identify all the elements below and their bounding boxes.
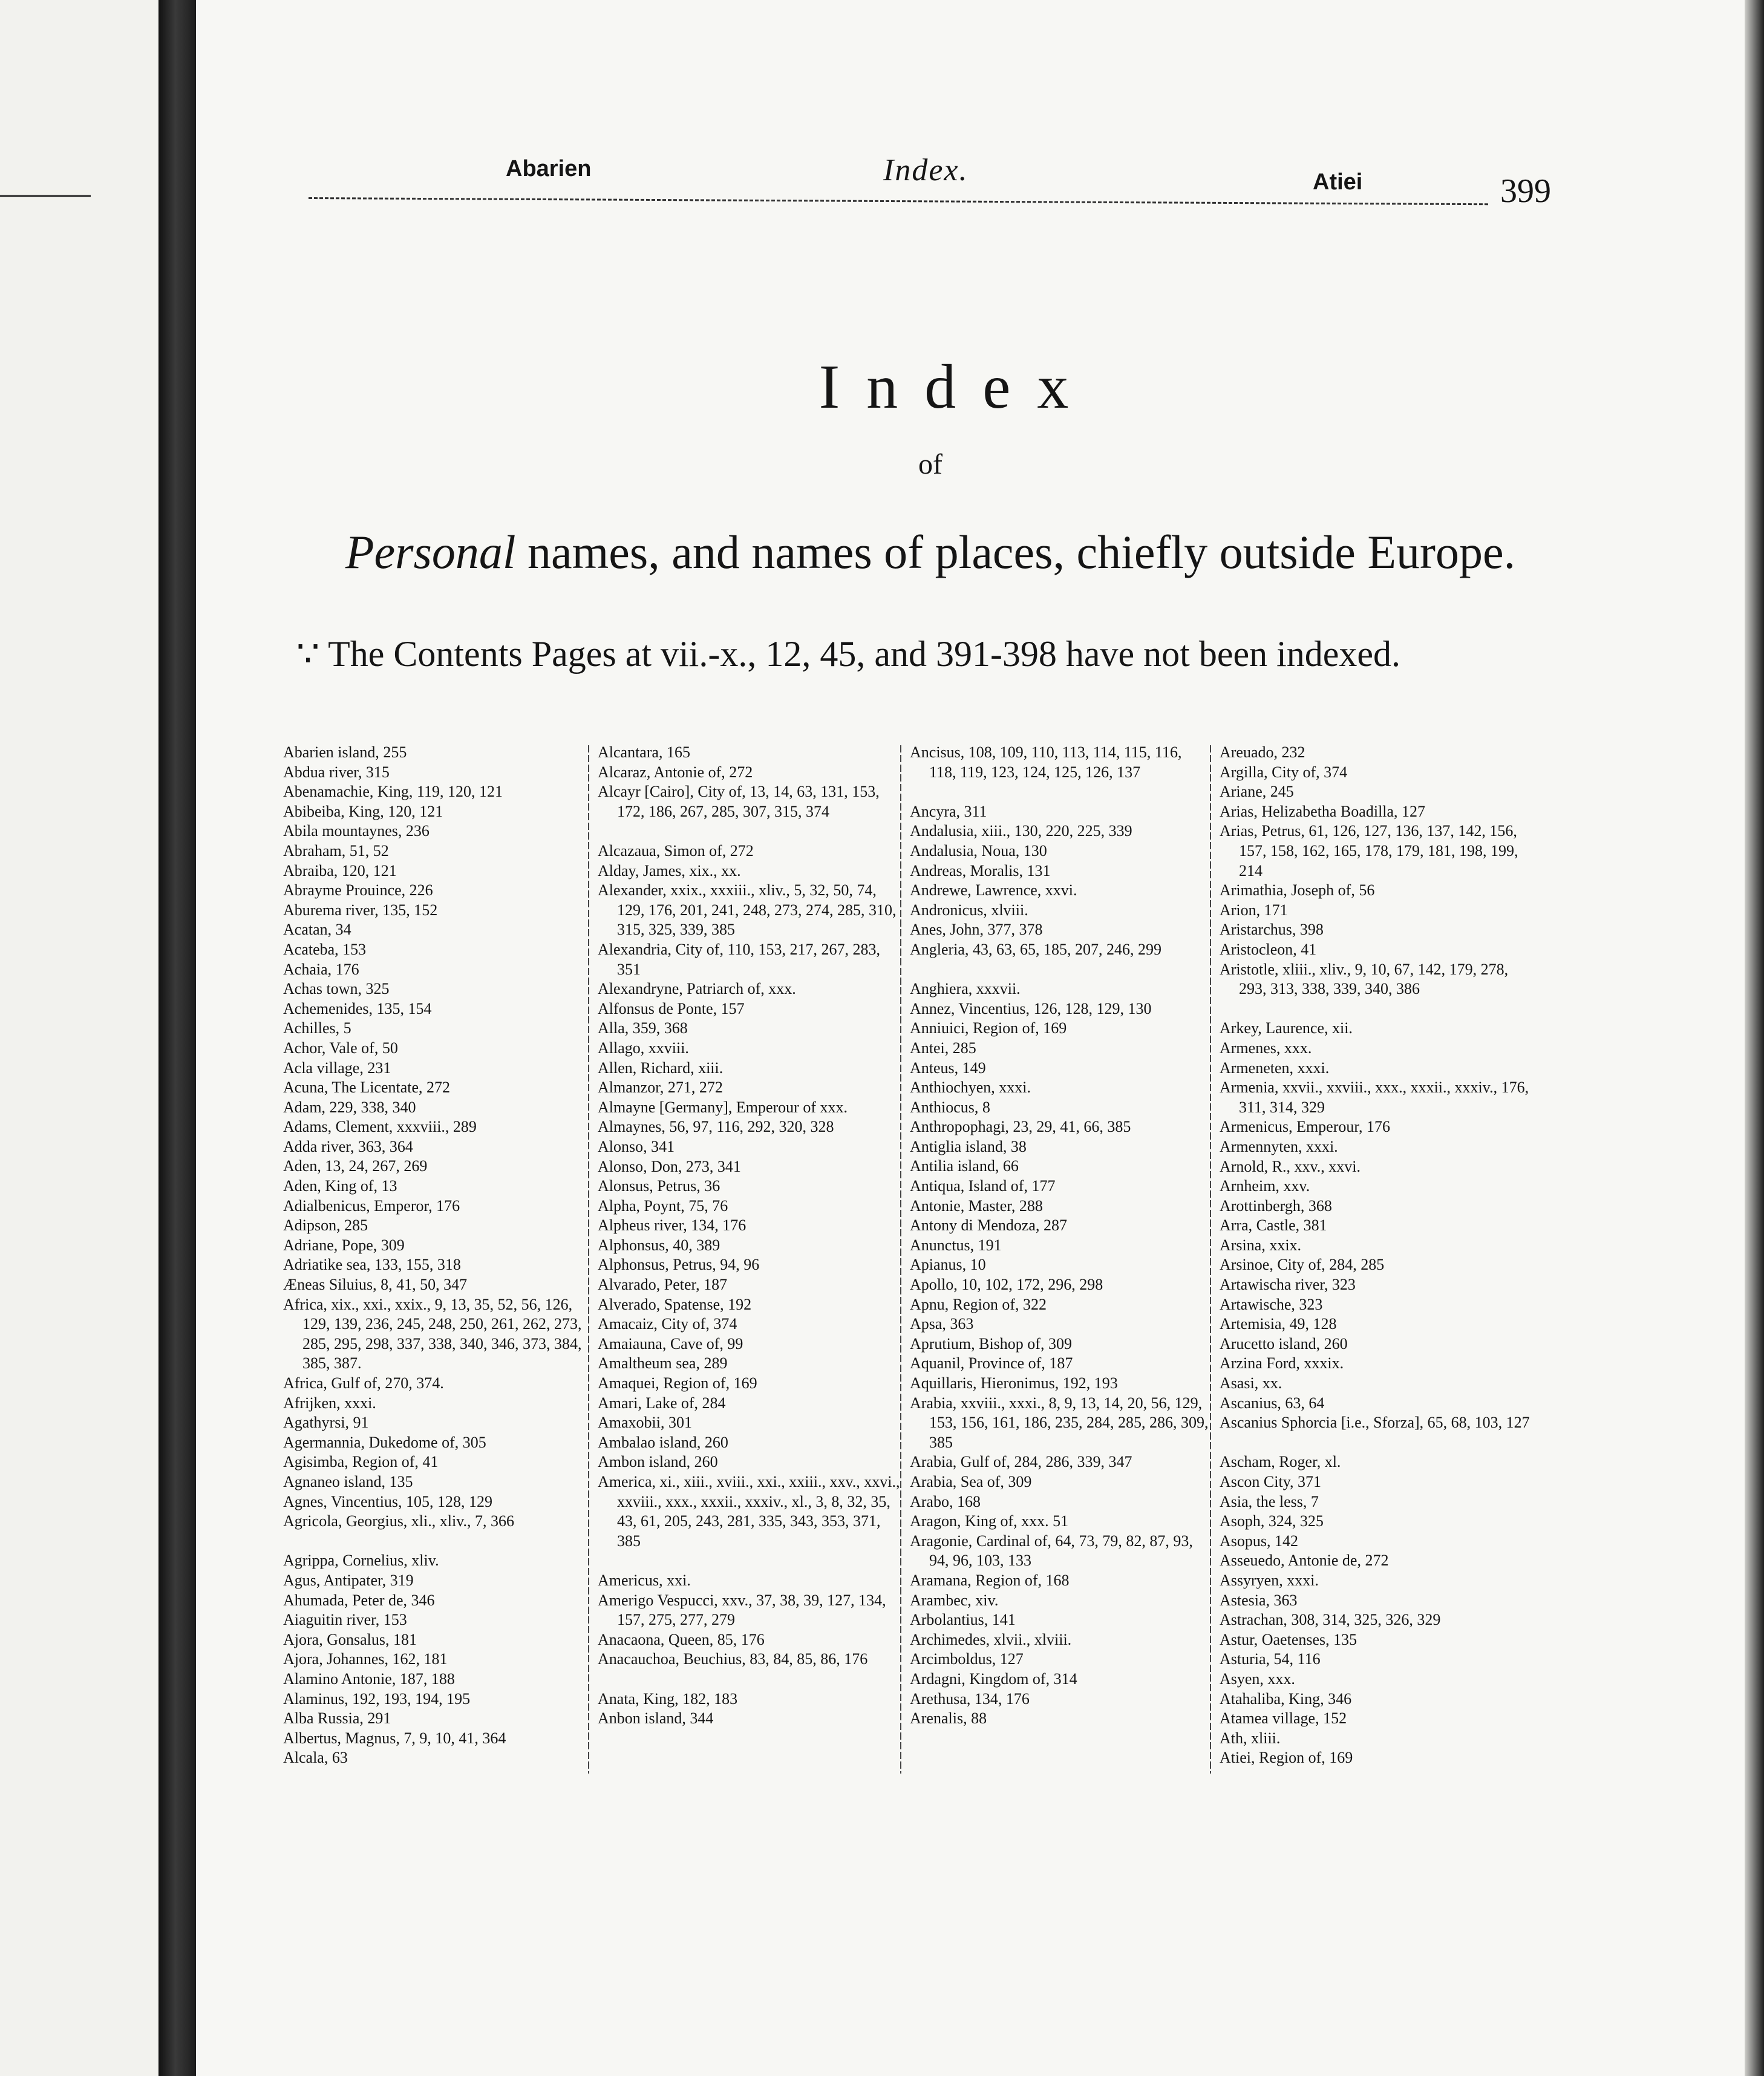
index-entry: Amerigo Vespucci, xxv., 37, 38, 39, 127, 134, 157, 275, 277, 279	[598, 1591, 886, 1629]
index-entry: Acatan, 34	[283, 921, 351, 939]
index-entry: Antiqua, Island of, 177	[910, 1177, 1056, 1195]
index-column-3	[910, 743, 1212, 1729]
index-entry: Andrewe, Lawrence, xxvi.	[910, 881, 1077, 899]
index-entry: Arias, Helizabetha Boadilla, 127	[1220, 802, 1426, 820]
index-entry: Agisimba, Region of, 41	[283, 1453, 439, 1471]
index-entry: Ancisus, 108, 109, 110, 113, 114, 115, 116, 118, 119, 123, 124, 125, 126, 137	[910, 743, 1182, 781]
index-entry: Abrayme Prouince, 226	[283, 881, 433, 899]
index-entry: Abibeiba, King, 120, 121	[283, 802, 443, 820]
index-entry: Anunctus, 191	[910, 1236, 1002, 1254]
index-entry: Alonso, Don, 273, 341	[598, 1157, 741, 1175]
index-entry: Armenicus, Emperour, 176	[1220, 1118, 1391, 1136]
index-entry: Andalusia, Noua, 130	[910, 841, 1047, 860]
index-entry: Ajora, Gonsalus, 181	[283, 1630, 417, 1648]
index-entry: Anniuici, Region of, 169	[910, 1019, 1067, 1037]
index-entry: Anthiocus, 8	[910, 1098, 990, 1116]
index-entry: Achemenides, 135, 154	[283, 999, 432, 1017]
index-entry: Achilles, 5	[283, 1019, 351, 1037]
index-entry: Amaquei, Region of, 169	[598, 1374, 757, 1392]
index-entry: Anacauchoa, Beuchius, 83, 84, 85, 86, 176	[598, 1650, 868, 1668]
index-entry: Anghiera, xxxvii.	[910, 980, 1021, 998]
index-entry: Alla, 359, 368	[598, 1019, 688, 1037]
index-entry: Artawischa river, 323	[1220, 1276, 1356, 1294]
index-entry: Almanzor, 271, 272	[598, 1079, 723, 1097]
index-entry: Apollo, 10, 102, 172, 296, 298	[910, 1276, 1103, 1294]
index-entry: Agus, Antipater, 319	[283, 1571, 414, 1589]
index-entry: Alexandria, City of, 110, 153, 217, 267, 283, 351	[598, 940, 880, 978]
index-entry: Aburema river, 135, 152	[283, 901, 438, 919]
index-entry: Alphonsus, 40, 389	[598, 1236, 720, 1254]
index-entry: Agnaneo island, 135	[283, 1472, 413, 1490]
page-title: Index	[818, 352, 1096, 422]
index-entry: Agnes, Vincentius, 105, 128, 129	[283, 1492, 493, 1510]
index-entry: Arucetto island, 260	[1220, 1334, 1348, 1353]
index-entry: Aristotle, xliii., xliv., 9, 10, 67, 142, 179, 278, 293, 313, 338, 339, 340, 386	[1220, 960, 1509, 998]
column-rule	[900, 745, 901, 1774]
index-entry: Alexander, xxix., xxxiii., xliv., 5, 32, 50, 74, 129, 176, 201, 241, 248, 273, 274, 285, 310, 315, 325, 339, 385	[598, 881, 897, 939]
index-entry: Atamea village, 152	[1220, 1709, 1347, 1728]
index-entry: Adam, 229, 338, 340	[283, 1098, 416, 1116]
title-of: of	[918, 448, 942, 480]
running-head	[309, 145, 1552, 230]
index-entry: Alpheus river, 134, 176	[598, 1216, 746, 1235]
index-entry: Arsina, xxix.	[1220, 1236, 1302, 1254]
column-rule	[588, 745, 589, 1774]
index-entry: Abraiba, 120, 121	[283, 861, 397, 880]
index-entry: Arenalis, 88	[910, 1709, 987, 1728]
index-entry: Angleria, 43, 63, 65, 185, 207, 246, 299	[910, 940, 1161, 958]
indexing-note: ∵ The Contents Pages at vii.-x., 12, 45, and 391-398 have not been indexed.	[296, 634, 1401, 674]
index-entry: Andronicus, xlviii.	[910, 901, 1028, 919]
index-entry: America, xi., xiii., xviii., xxi., xxiii., xxv., xxvi., xxviii., xxx., xxxii., xxxiv., xl., 3, 8, 32, 35, 43, 61, 205, 243, 281, 335, 343, 353, 371, 385	[598, 1473, 900, 1550]
index-entry: Antilia island, 66	[910, 1157, 1019, 1175]
index-entry: Alverado, Spatense, 192	[598, 1295, 752, 1313]
index-entry: Aquanil, Province of, 187	[910, 1354, 1073, 1373]
page-number: 399	[1500, 172, 1551, 210]
index-entry: Abarien island, 255	[283, 743, 407, 761]
subtitle-italic: Personal	[345, 526, 516, 578]
index-entry: Atiei, Region of, 169	[1220, 1749, 1353, 1767]
index-entry: Arcimboldus, 127	[910, 1650, 1024, 1668]
index-entry: Alaminus, 192, 193, 194, 195	[283, 1689, 471, 1708]
index-entry: Ariane, 245	[1220, 783, 1294, 801]
index-entry: Agricola, Georgius, xli., xliv., 7, 366	[283, 1512, 515, 1530]
index-entry: Alfonsus de Ponte, 157	[598, 999, 745, 1017]
index-entry: Alphonsus, Petrus, 94, 96	[598, 1256, 760, 1274]
index-entry: Annez, Vincentius, 126, 128, 129, 130	[910, 999, 1152, 1017]
index-entry: Arabia, Sea of, 309	[910, 1473, 1032, 1490]
index-entry: Astrachan, 308, 314, 325, 326, 329	[1220, 1611, 1441, 1629]
index-entry: Amaxobii, 301	[598, 1414, 692, 1432]
index-entry: Apianus, 10	[910, 1256, 986, 1274]
index-entry: Anthropophagi, 23, 29, 41, 66, 385	[910, 1118, 1131, 1136]
index-column-1	[283, 743, 584, 1768]
index-entry: Ardagni, Kingdom of, 314	[910, 1670, 1077, 1688]
index-entry: Arzina Ford, xxxix.	[1220, 1354, 1344, 1373]
index-entry: Armeneten, xxxi.	[1220, 1059, 1330, 1077]
index-entry: Aprutium, Bishop of, 309	[910, 1334, 1072, 1353]
index-entry: Arottinbergh, 368	[1220, 1196, 1332, 1215]
index-entry: Amaiauna, Cave of, 99	[598, 1334, 743, 1353]
index-entry: Africa, Gulf of, 270, 374.	[283, 1374, 444, 1392]
index-entry: Assyryen, xxxi.	[1220, 1571, 1319, 1589]
index-entry: Atahaliba, King, 346	[1220, 1689, 1352, 1708]
index-entry: Abdua river, 315	[283, 763, 390, 781]
index-entry: Asopus, 142	[1220, 1532, 1299, 1550]
index-entry: Aden, 13, 24, 267, 269	[283, 1157, 428, 1175]
index-entry: Andreas, Moralis, 131	[910, 861, 1051, 880]
index-entry: Allago, xxviii.	[598, 1039, 689, 1057]
index-entry: Apsa, 363	[910, 1315, 974, 1333]
index-entry: Arion, 171	[1220, 901, 1288, 919]
index-entry: Alba Russia, 291	[283, 1709, 391, 1728]
index-entry: Aiaguitin river, 153	[283, 1611, 407, 1629]
index-entry: Anes, John, 377, 378	[910, 921, 1043, 939]
index-entry: Arnheim, xxv.	[1220, 1177, 1310, 1195]
index-entry: Astur, Oaetenses, 135	[1220, 1630, 1357, 1648]
index-entry: Armenia, xxvii., xxviii., xxx., xxxii., xxxiv., 176, 311, 314, 329	[1220, 1079, 1529, 1116]
page-right-edge	[1745, 0, 1764, 2076]
index-column-2	[598, 743, 900, 1729]
index-entry: Alvarado, Peter, 187	[598, 1276, 728, 1294]
index-entry: Argilla, City of, 374	[1220, 763, 1348, 781]
index-entry: Asoph, 324, 325	[1220, 1512, 1324, 1530]
index-entry: Arsinoe, City of, 284, 285	[1220, 1256, 1385, 1274]
index-entry: Alonso, 341	[598, 1137, 675, 1155]
index-entry: Æneas Siluius, 8, 41, 50, 347	[283, 1276, 468, 1294]
index-entry: Amari, Lake of, 284	[598, 1394, 726, 1412]
index-entry: Asseuedo, Antonie de, 272	[1220, 1552, 1389, 1570]
index-entry: Asyen, xxx.	[1220, 1670, 1295, 1688]
index-entry: Alonsus, Petrus, 36	[598, 1177, 720, 1195]
subtitle-rest: names, and names of places, chiefly outside Europe.	[515, 526, 1516, 578]
index-entry: Alcazaua, Simon of, 272	[598, 841, 754, 860]
index-entry: Ascanius, 63, 64	[1220, 1394, 1325, 1412]
index-entry: Acla village, 231	[283, 1059, 391, 1077]
index-entry: Ascon City, 371	[1220, 1473, 1322, 1490]
facing-page-rule	[0, 195, 91, 197]
index-entry: Albertus, Magnus, 7, 9, 10, 41, 364	[283, 1729, 506, 1747]
index-entry: Areuado, 232	[1220, 743, 1305, 761]
index-entry: Achor, Vale of, 50	[283, 1039, 398, 1057]
index-entry: Alcantara, 165	[598, 743, 691, 761]
index-entry: Abila mountaynes, 236	[283, 822, 430, 840]
index-entry: Agrippa, Cornelius, xliv.	[283, 1552, 439, 1570]
index-entry: Aquillaris, Hieronimus, 192, 193	[910, 1374, 1118, 1392]
index-entry: Almaynes, 56, 97, 116, 292, 320, 328	[598, 1118, 834, 1136]
index-entry: Arethusa, 134, 176	[910, 1689, 1030, 1708]
index-entry: Agathyrsi, 91	[283, 1414, 369, 1432]
index-column-4	[1220, 743, 1534, 1768]
index-entry: Adipson, 285	[283, 1216, 368, 1235]
index-entry: Adriatike sea, 133, 155, 318	[283, 1256, 461, 1274]
index-entry: Antei, 285	[910, 1039, 976, 1057]
running-head-title: Index.	[883, 153, 969, 188]
index-entry: Alday, James, xix., xx.	[598, 861, 741, 880]
index-entry: Antonie, Master, 288	[910, 1196, 1043, 1215]
index-entry: Armennyten, xxxi.	[1220, 1137, 1338, 1155]
index-entry: Alcala, 63	[283, 1749, 348, 1767]
index-entry: Alcayr [Cairo], City of, 13, 14, 63, 131, 153, 172, 186, 267, 285, 307, 315, 374	[598, 783, 880, 820]
index-entry: Acuna, The Licentate, 272	[283, 1079, 451, 1097]
index-entry: Anbon island, 344	[598, 1709, 714, 1728]
index-entry: Amacaiz, City of, 374	[598, 1315, 737, 1333]
index-entry: Arbolantius, 141	[910, 1611, 1016, 1629]
index-entry: Arnold, R., xxv., xxvi.	[1220, 1157, 1361, 1175]
index-entry: Arambec, xiv.	[910, 1591, 999, 1609]
index-entry: Aramana, Region of, 168	[910, 1571, 1070, 1589]
facing-page-edge	[0, 0, 158, 2076]
index-entry: Aristocleon, 41	[1220, 940, 1317, 958]
index-entry: Adams, Clement, xxxviii., 289	[283, 1118, 477, 1136]
index-entry: Alpha, Poynt, 75, 76	[598, 1196, 728, 1215]
index-entry: Antony di Mendoza, 287	[910, 1216, 1067, 1235]
index-entry: Andalusia, xiii., 130, 220, 225, 339	[910, 822, 1132, 840]
running-head-first-entry: Abarien	[506, 156, 592, 181]
index-entry: Ambon island, 260	[598, 1453, 718, 1471]
index-entry: Anata, King, 182, 183	[598, 1689, 738, 1708]
index-entry: Ancyra, 311	[910, 802, 987, 820]
index-entry: Astesia, 363	[1220, 1591, 1298, 1609]
index-entry: Ambalao island, 260	[598, 1433, 728, 1451]
index-entry: Ascanius Sphorcia [i.e., Sforza], 65, 68, 103, 127	[1220, 1414, 1530, 1432]
index-entry: Aragonie, Cardinal of, 64, 73, 79, 82, 87, 93, 94, 96, 103, 133	[910, 1532, 1193, 1570]
index-entry: Americus, xxi.	[598, 1572, 691, 1589]
index-entry: Africa, xix., xxi., xxix., 9, 13, 35, 52, 56, 126, 129, 139, 236, 245, 248, 250, 261, 262, 273, 285, 295, 298, 337, 338, 340, 346, 373, 384, 385, 387.	[283, 1295, 582, 1373]
page-subtitle	[309, 525, 1552, 579]
index-entry: Artemisia, 49, 128	[1220, 1315, 1337, 1333]
index-entry: Achaia, 176	[283, 960, 359, 978]
index-entry: Arra, Castle, 381	[1220, 1216, 1327, 1235]
index-entry: Acateba, 153	[283, 940, 367, 958]
index-entry: Adda river, 363, 364	[283, 1137, 413, 1155]
index-entry: Arabia, xxviii., xxxi., 8, 9, 13, 14, 20, 56, 129, 153, 156, 161, 186, 235, 284, 285, 286, 309, 385	[910, 1394, 1209, 1451]
index-entry: Aristarchus, 398	[1220, 921, 1324, 939]
index-entry: Ahumada, Peter de, 346	[283, 1591, 435, 1609]
index-entry: Apnu, Region of, 322	[910, 1295, 1047, 1313]
index-entry: Armenes, xxx.	[1220, 1039, 1312, 1057]
column-rule	[1210, 745, 1211, 1774]
index-entry: Agermannia, Dukedome of, 305	[283, 1433, 486, 1451]
index-entry: Alexandryne, Patriarch of, xxx.	[598, 980, 796, 998]
index-entry: Adriane, Pope, 309	[283, 1236, 405, 1254]
running-head-rule	[309, 197, 1488, 205]
index-entry: Adialbenicus, Emperor, 176	[283, 1196, 460, 1215]
book-gutter	[158, 0, 196, 2076]
index-entry: Arabia, Gulf of, 284, 286, 339, 347	[910, 1453, 1132, 1471]
index-entry: Amaltheum sea, 289	[598, 1354, 728, 1373]
index-entry: Arimathia, Joseph of, 56	[1220, 881, 1375, 899]
index-entry: Antiglia island, 38	[910, 1137, 1027, 1155]
index-entry: Arkey, Laurence, xii.	[1220, 1019, 1353, 1037]
running-head-last-entry: Atiei	[1313, 169, 1363, 195]
index-entry: Asia, the less, 7	[1220, 1492, 1319, 1510]
index-entry: Aden, King of, 13	[283, 1177, 397, 1195]
index-entry: Ascham, Roger, xl.	[1220, 1453, 1341, 1471]
index-entry: Anthiochyen, xxxi.	[910, 1079, 1031, 1097]
index-entry: Asasi, xx.	[1220, 1374, 1282, 1392]
index-entry: Arabo, 168	[910, 1492, 981, 1510]
index-entry: Almayne [Germany], Emperour of xxx.	[598, 1098, 848, 1116]
index-entry: Arias, Petrus, 61, 126, 127, 136, 137, 142, 156, 157, 158, 162, 165, 178, 179, 181, 198, 199, 214	[1220, 822, 1518, 880]
index-entry: Anacaona, Queen, 85, 176	[598, 1630, 765, 1648]
index-entry: Alamino Antonie, 187, 188	[283, 1670, 455, 1688]
index-entry: Ajora, Johannes, 162, 181	[283, 1650, 448, 1668]
index-entry: Abenamachie, King, 119, 120, 121	[283, 783, 503, 801]
index-entry: Ath, xliii.	[1220, 1729, 1281, 1747]
index-entry: Allen, Richard, xiii.	[598, 1059, 724, 1077]
index-entry: Anteus, 149	[910, 1059, 986, 1077]
index-entry: Abraham, 51, 52	[283, 841, 389, 860]
index-entry: Alcaraz, Antonie of, 272	[598, 763, 753, 781]
index-entry: Artawische, 323	[1220, 1295, 1323, 1313]
index-entry: Asturia, 54, 116	[1220, 1650, 1321, 1668]
index-entry: Aragon, King of, xxx. 51	[910, 1512, 1069, 1530]
index-entry: Afrijken, xxxi.	[283, 1394, 376, 1412]
index-entry: Archimedes, xlvii., xlviii.	[910, 1630, 1072, 1648]
index-entry: Achas town, 325	[283, 980, 390, 998]
